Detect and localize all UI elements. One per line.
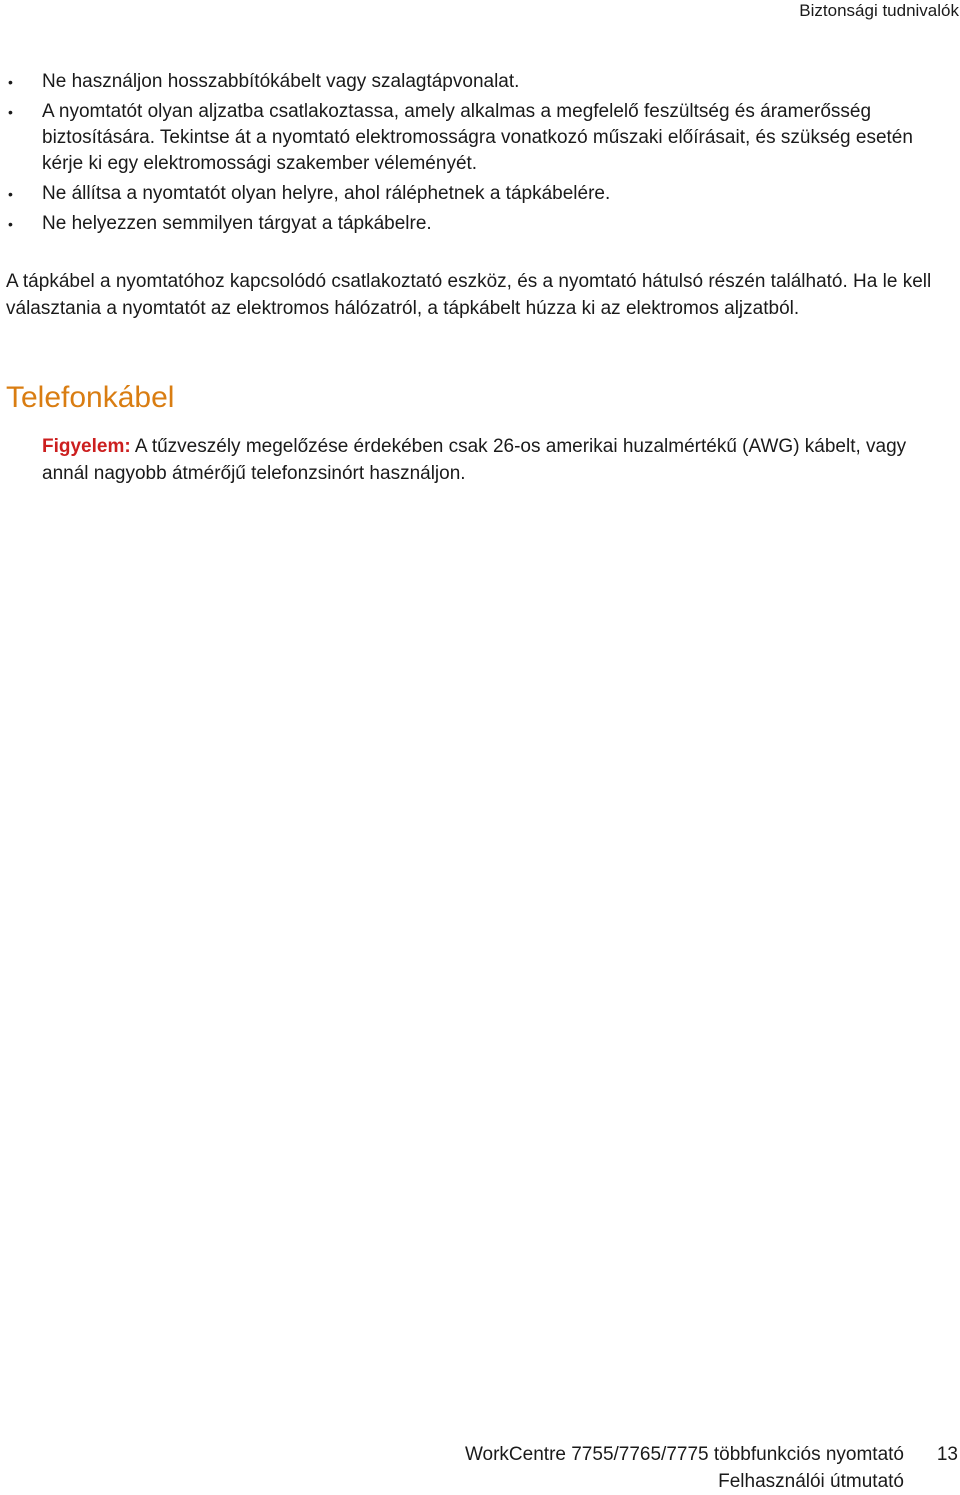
warning-note [42,433,952,487]
running-header: Biztonsági tudnivalók [799,1,959,20]
power-cord-paragraph: A tápkábel a nyomtatóhoz kapcsolódó csatlakoztató eszköz, és a nyomtató hátulsó részén található. Ha le kell választania a nyomtatót az elektromos hálózatról, a tápkábelt húzza ki az elektromos aljzatból. [6,271,932,319]
section-title: Telefonkábel [6,381,175,414]
list-item [0,69,960,95]
list-item [0,181,960,207]
footer-guide: Felhasználói útmutató [718,1471,904,1492]
bullet-icon: • [8,104,13,120]
bullet-icon: • [8,74,13,90]
page-footer [465,1441,904,1495]
warning-label: Figyelem: [42,436,131,457]
list-item [0,211,960,237]
list-item-text: A nyomtatót olyan aljzatba csatlakoztassa, amely alkalmas a megfelelő feszültség és áramerősség biztosítására. Tekintse át a nyomtató elektromosságra vonatkozó műszaki előírásait, és szükség esetén kérje ki egy elektromossági szakember véleményét. [42,101,913,174]
footer-product: WorkCentre 7755/7765/7775 többfunkciós nyomtató [464,1444,904,1465]
list-item-text: Ne használjon hosszabbítókábelt vagy szalagtápvonalat. [42,71,520,92]
bullet-icon: • [8,186,13,202]
list-item-text: Ne helyezzen semmilyen tárgyat a tápkábelre. [42,213,432,234]
bullet-icon: • [8,216,13,232]
list-item-text: Ne állítsa a nyomtatót olyan helyre, ahol ráléphetnek a tápkábelére. [42,183,611,204]
safety-bullet-list [0,69,960,241]
page-number: 13 [936,1444,958,1465]
list-item [0,99,960,177]
warning-text: A tűzveszély megelőzése érdekében csak 26-os amerikai huzalmértékű (AWG) kábelt, vagy annál nagyobb átmérőjű telefonzsinórt használjon. [42,436,907,484]
